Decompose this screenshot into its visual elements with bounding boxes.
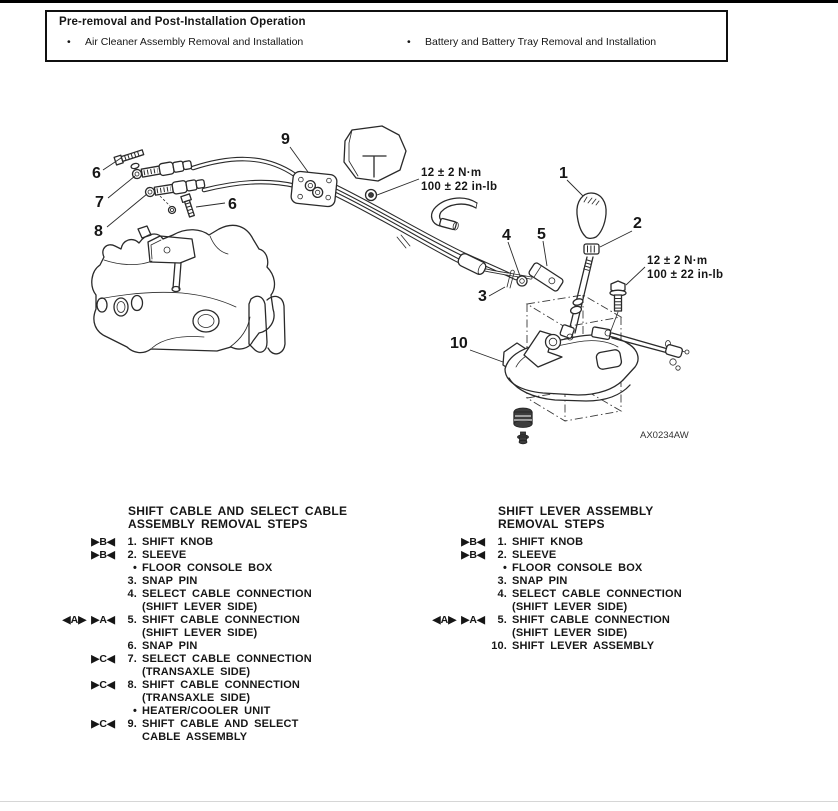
step-row xyxy=(405,575,783,588)
step-bullet: • xyxy=(502,562,507,574)
washer-upper xyxy=(130,163,139,170)
step-number: 4. xyxy=(127,588,137,600)
figure-code: AX0234AW xyxy=(640,430,689,441)
mounting-bolt-lower xyxy=(181,194,196,218)
step-text: SELECT CABLE CONNECTION (SHIFT LEVER SIDE) xyxy=(512,588,682,613)
step-row xyxy=(35,640,413,653)
callout-2: 2 xyxy=(633,215,642,232)
step-markers xyxy=(35,562,115,575)
step-text: SELECT CABLE CONNECTION (SHIFT LEVER SIDE) xyxy=(142,588,312,613)
step-markers xyxy=(35,640,115,653)
lever-bushings xyxy=(514,408,532,444)
step-markers xyxy=(405,588,485,601)
step-text: SNAP PIN xyxy=(142,575,198,587)
step-number: 4. xyxy=(497,588,507,600)
step-text: SHIFT KNOB xyxy=(142,536,214,548)
step-text: SHIFT CABLE CONNECTION (SHIFT LEVER SIDE) xyxy=(142,614,301,639)
page-top-rule xyxy=(0,0,838,3)
step-row xyxy=(35,653,413,679)
step-markers xyxy=(35,588,115,601)
step-markers: ▶C◀ xyxy=(91,653,115,665)
step-bullet: • xyxy=(132,705,137,717)
note-item-battery: • Battery and Battery Tray Removal and Installation xyxy=(407,36,657,48)
step-row xyxy=(405,588,783,614)
step-number: 6. xyxy=(127,640,137,652)
step-markers: ◀A▶ ▶A◀ xyxy=(62,614,115,626)
step-number: 2. xyxy=(127,549,137,561)
step-markers xyxy=(405,640,485,653)
shift-knob xyxy=(577,193,606,238)
step-row xyxy=(405,640,783,653)
torque-spec-plate-line1: 12 ± 2 N·m xyxy=(421,167,482,179)
step-row xyxy=(35,705,413,718)
callout-1: 1 xyxy=(559,165,568,182)
step-number: 1. xyxy=(127,536,137,548)
step-text: SNAP PIN xyxy=(142,640,198,652)
flange-bolt xyxy=(610,281,626,333)
step-number: 2. xyxy=(497,549,507,561)
step-text: SELECT CABLE CONNECTION (TRANSAXLE SIDE) xyxy=(142,653,312,678)
shift-lever-removal-steps xyxy=(405,505,783,653)
step-row xyxy=(35,718,413,744)
right-column-title: SHIFT LEVER ASSEMBLY REMOVAL STEPS xyxy=(498,504,654,531)
step-markers xyxy=(405,562,485,575)
step-number: 3. xyxy=(497,575,507,587)
step-markers: ▶B◀ xyxy=(91,536,115,548)
callout-4: 4 xyxy=(502,227,511,244)
step-markers: ▶B◀ xyxy=(461,536,485,548)
bullet-icon: • xyxy=(67,36,71,48)
shift-lever-shaft xyxy=(569,257,593,333)
step-row xyxy=(405,614,783,640)
step-number: 8. xyxy=(127,679,137,691)
left-column-title: SHIFT CABLE AND SELECT CABLE ASSEMBLY REMOVAL STEPS xyxy=(128,504,348,531)
step-row xyxy=(405,549,783,562)
callout-7: 7 xyxy=(95,194,104,211)
torque-spec-bolt-line2: 100 ± 22 in-lb xyxy=(647,269,724,281)
step-text: SLEEVE xyxy=(512,549,557,561)
washer-lower xyxy=(169,207,176,214)
sleeve-nut xyxy=(584,244,599,254)
callout-6-lower: 6 xyxy=(228,196,237,213)
step-number: 5. xyxy=(497,614,507,626)
hook-bracket xyxy=(432,198,477,231)
select-cable-eye-end xyxy=(517,276,527,286)
step-text: SNAP PIN xyxy=(512,575,568,587)
step-markers xyxy=(405,575,485,588)
torque-spec-bolt-line1: 12 ± 2 N·m xyxy=(647,255,708,267)
step-number: 9. xyxy=(127,718,137,730)
step-row xyxy=(35,575,413,588)
step-text: HEATER/COOLER UNIT xyxy=(142,705,271,717)
cable-mounting-plate xyxy=(290,171,337,207)
step-row xyxy=(405,562,783,575)
page-bottom-rule xyxy=(0,801,838,802)
callout-8: 8 xyxy=(94,223,103,240)
shift-cable-connector xyxy=(528,262,564,292)
shift-lever-assembly xyxy=(503,324,638,401)
step-markers xyxy=(35,705,115,718)
step-row xyxy=(405,536,783,549)
step-text: FLOOR CONSOLE BOX xyxy=(142,562,273,574)
step-text: FLOOR CONSOLE BOX xyxy=(512,562,643,574)
step-markers: ◀A▶ ▶A◀ xyxy=(432,614,485,626)
step-row xyxy=(35,536,413,549)
step-row xyxy=(35,562,413,575)
step-markers: ▶C◀ xyxy=(91,679,115,691)
callout-5: 5 xyxy=(537,226,546,243)
select-cable-end-transaxle xyxy=(132,159,193,181)
grommet-cover-octagon xyxy=(344,126,406,181)
exploded-parts-diagram xyxy=(0,70,838,470)
step-markers: ▶B◀ xyxy=(461,549,485,561)
callout-6-upper: 6 xyxy=(92,165,101,182)
step-row xyxy=(35,549,413,562)
cable-end-fitting xyxy=(457,252,488,276)
callout-9: 9 xyxy=(281,131,290,148)
callout-10: 10 xyxy=(450,335,468,352)
step-text: SHIFT CABLE CONNECTION (TRANSAXLE SIDE) xyxy=(142,679,301,704)
alignment-dash xyxy=(160,196,170,206)
note-item-air-cleaner: • Air Cleaner Assembly Removal and Installation xyxy=(67,36,304,48)
transaxle-drawing xyxy=(92,225,285,353)
step-number: 7. xyxy=(127,653,137,665)
mounting-bolt-upper xyxy=(114,148,144,165)
step-text: SHIFT LEVER ASSEMBLY xyxy=(512,640,655,652)
pre-removal-note-box xyxy=(45,10,728,62)
step-text: SHIFT CABLE AND SELECT CABLE ASSEMBLY xyxy=(142,718,299,743)
torque-spec-plate-line2: 100 ± 22 in-lb xyxy=(421,181,498,193)
step-number: 3. xyxy=(127,575,137,587)
step-row xyxy=(35,614,413,640)
step-text: SLEEVE xyxy=(142,549,187,561)
step-text: SHIFT CABLE CONNECTION (SHIFT LEVER SIDE) xyxy=(512,614,671,639)
callout-3: 3 xyxy=(478,288,487,305)
note-box-title: Pre-removal and Post-Installation Operation xyxy=(59,16,306,28)
step-bullet: • xyxy=(132,562,137,574)
shift-cable-removal-steps xyxy=(35,505,413,744)
step-number: 10. xyxy=(491,640,507,652)
step-number: 5. xyxy=(127,614,137,626)
step-markers: ▶C◀ xyxy=(91,718,115,730)
step-number: 1. xyxy=(497,536,507,548)
step-markers: ▶B◀ xyxy=(91,549,115,561)
step-text: SHIFT KNOB xyxy=(512,536,584,548)
step-row xyxy=(35,679,413,705)
step-row xyxy=(35,588,413,614)
step-markers xyxy=(35,575,115,588)
shift-cable-end-transaxle xyxy=(145,177,206,198)
bullet-icon: • xyxy=(407,36,411,48)
